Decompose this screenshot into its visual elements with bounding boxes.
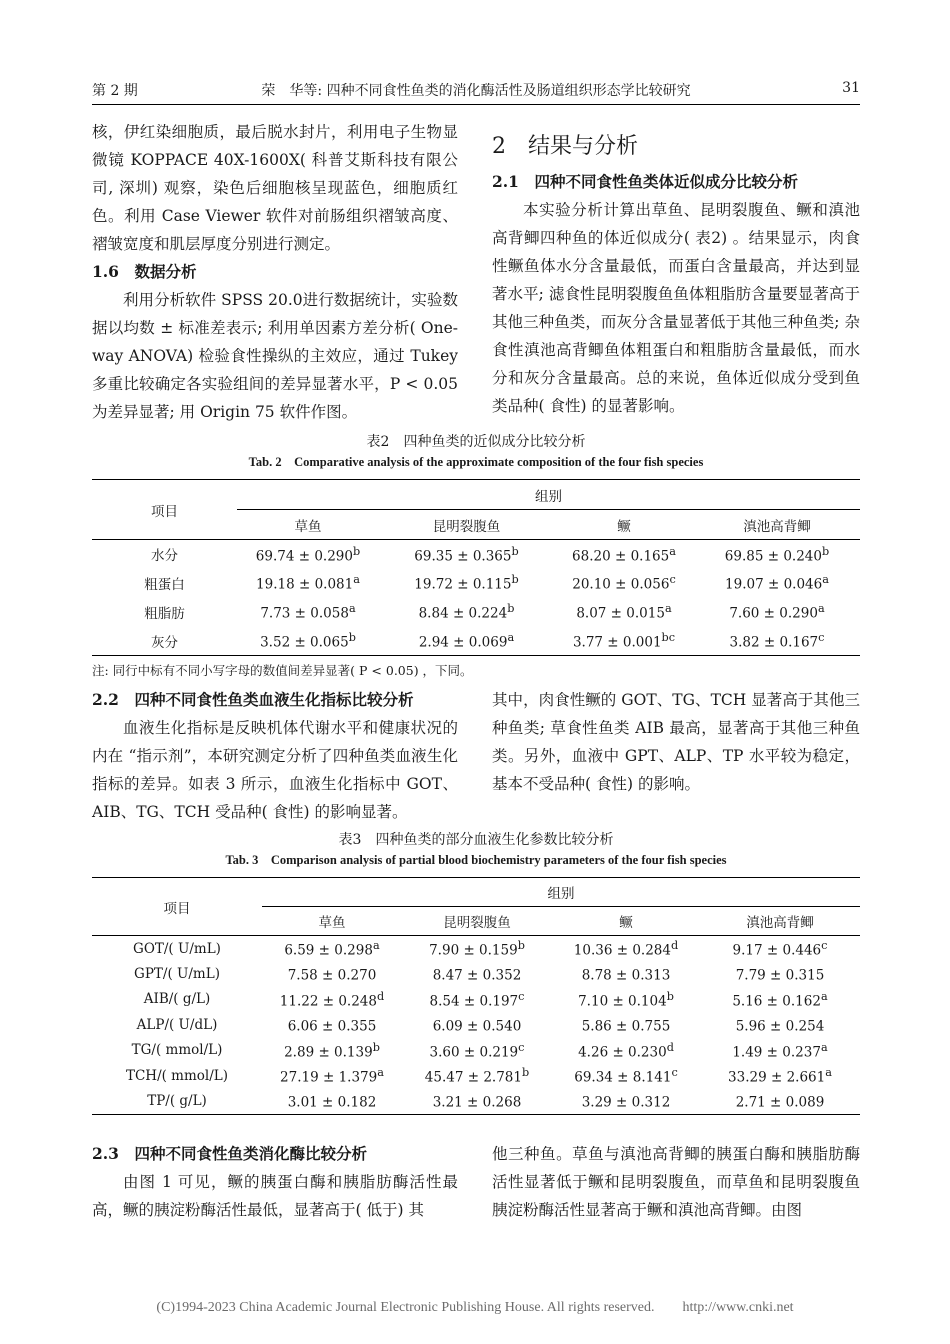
row-label: 灰分 (92, 627, 237, 656)
table-cell: 20.10 ± 0.056$^c$ (572, 573, 676, 593)
table3-caption-zh: 表3 四种鱼类的部分血液生化参数比较分析 (338, 832, 614, 848)
paragraph: 其中，肉食性鳜的 GOT、TG、TCH 显著高于其他三种鱼类; 草食性鱼类 AIB 最高，显著高于其他三种鱼类。另外，血液中 GPT、ALP、TP 水平较为稳定，基本不受品种( 食性) 的影响。 (492, 691, 860, 793)
paragraph: 血液生化指标是反映机体代谢水平和健康状况的内在 “指示剂”，本研究测定分析了四种鱼类血液生化指标的差异。如表 3 所示，血液生化指标中 GOT、AIB、TG、TCH 受品种( 食性) 的影响显著。 (92, 719, 458, 821)
table3-col-header: 草鱼 (262, 907, 402, 936)
table3-col-header: 昆明裂腹鱼 (402, 907, 552, 936)
table-cell: 4.26 ± 0.230$^d$ (578, 1040, 674, 1060)
paragraph: 由图 1 可见，鳜的胰蛋白酶和胰脂肪酶活性最高，鳜的胰淀粉酶活性最低，显著高于( 低于) 其 (92, 1173, 458, 1219)
table2-item-header: 项目 (92, 480, 237, 540)
table-cell: 11.22 ± 0.248$^d$ (279, 989, 385, 1009)
table-row (92, 627, 860, 656)
table-row (92, 936, 860, 962)
paragraph: 核，伊红染细胞质，最后脱水封片，利用电子生物显微镜 KOPPACE 40X-1600X( 科普艾斯科技有限公司, 深圳) 观察，染色后细胞核呈现蓝色，细胞质红色。利用 Case Viewer 软件对前肠组织褶皱高度、褶皱宽度和肌层厚度分别进行测定。 (92, 123, 458, 253)
table2-col-header: 鳜 (554, 510, 694, 540)
row-label: 粗脂肪 (144, 606, 185, 622)
table-cell: 8.78 ± 0.313 (581, 967, 671, 984)
row-label: GOT/( U/mL) (133, 940, 221, 957)
row-label: TCH/( mmol/L) (125, 1067, 229, 1084)
row-label: ALP/( U/dL) (136, 1016, 218, 1033)
table-cell: 7.58 ± 0.270 (287, 967, 377, 984)
table2 (92, 479, 860, 656)
table2-col-header: 昆明裂腹鱼 (379, 510, 554, 540)
left-column-bottom (92, 1140, 458, 1224)
table-cell: 6.59 ± 0.298$^a$ (284, 938, 380, 959)
row-label: 水分 (151, 548, 178, 565)
table-cell: 8.47 ± 0.352 (432, 967, 522, 984)
table-cell: 5.16 ± 0.162$^a$ (732, 989, 828, 1009)
table-cell: 33.29 ± 2.661$^a$ (728, 1066, 832, 1086)
row-label: AIB/( g/L) (143, 991, 211, 1008)
table-cell: 7.73 ± 0.058$^a$ (260, 602, 356, 622)
table3-caption-en: Tab. 3 Comparison analysis of partial blood biochemistry parameters of the four fish species (225, 853, 727, 867)
table-cell: 3.82 ± 0.167$^c$ (694, 627, 860, 656)
section-heading-2: 2 结果与分析 (492, 134, 638, 159)
table-row (92, 1038, 860, 1064)
table-cell: 19.18 ± 0.081$^a$ (256, 573, 360, 593)
table-row (92, 540, 860, 569)
table-cell: 8.07 ± 0.015$^a$ (576, 602, 672, 622)
table-cell: 7.90 ± 0.159$^b$ (429, 938, 525, 959)
header-rule (92, 104, 860, 105)
table2-caption-zh: 表2 四种鱼类的近似成分比较分析 (366, 434, 586, 450)
table-cell: 3.21 ± 0.268 (402, 1089, 552, 1115)
table-cell: 69.35 ± 0.365$^b$ (414, 544, 519, 564)
table-cell: 9.17 ± 0.446$^c$ (732, 938, 828, 959)
section-heading-1-6: 1.6 数据分析 (92, 262, 197, 281)
table3-caption (92, 830, 860, 870)
table-cell: 2.94 ± 0.069$^a$ (379, 627, 554, 656)
table3-col-header: 滇池高背鲫 (700, 907, 860, 936)
table-cell: 2.71 ± 0.089 (700, 1089, 860, 1115)
table-cell: 7.10 ± 0.104$^b$ (578, 989, 674, 1009)
table3-group-header: 组别 (262, 878, 860, 907)
table-cell: 8.84 ± 0.224$^b$ (418, 602, 515, 622)
table-cell: 68.20 ± 0.165$^a$ (572, 544, 676, 564)
table-cell: 69.34 ± 8.141$^c$ (574, 1066, 678, 1086)
table2-col-header: 草鱼 (237, 510, 379, 540)
row-label: TG/( mmol/L) (131, 1042, 223, 1059)
table-cell: 69.74 ± 0.290$^b$ (255, 544, 361, 564)
table-cell: 6.09 ± 0.540 (432, 1018, 522, 1035)
table-cell: 6.06 ± 0.355 (287, 1018, 377, 1035)
table-cell: 5.86 ± 0.755 (581, 1018, 671, 1035)
row-label: 粗蛋白 (144, 577, 185, 593)
table-cell: 5.96 ± 0.254 (735, 1018, 825, 1035)
row-label: GPT/( U/mL) (134, 965, 220, 982)
table-row (92, 987, 860, 1013)
table-cell: 2.89 ± 0.139$^b$ (284, 1040, 380, 1060)
table2-caption (92, 432, 860, 472)
table-cell: 69.85 ± 0.240$^b$ (724, 544, 830, 564)
table-cell: 7.60 ± 0.290$^a$ (729, 602, 825, 622)
issue-number: 第 2 期 (92, 83, 138, 99)
section-heading-2-2: 2.2 四种不同食性鱼类血液生化指标比较分析 (92, 690, 414, 709)
section-heading-2-3: 2.3 四种不同食性鱼类消化酶比较分析 (92, 1144, 367, 1163)
paragraph: 本实验分析计算出草鱼、昆明裂腹鱼、鳜和滇池高背鲫四种鱼的体近似成分( 表2) 。结果显示，肉食性鳜鱼体水分含量最低，而蛋白含量最高，并达到显著水平; 滤食性昆明裂腹鱼鱼体粗脂肪含量要显著高于其他三种鱼类，而灰分含量显著低于其他三种鱼类; 杂食性滇池高背鲫鱼体粗蛋白和粗脂肪含量最低，而水分和灰分含量最高。总的来说，鱼体近似成分受到鱼类品种( 食性) 的显著影响。 (492, 201, 860, 415)
table3 (92, 877, 860, 1115)
table-cell: 3.77 ± 0.001$^{bc}$ (554, 627, 694, 656)
table2-group-header: 组别 (237, 480, 860, 510)
table-row (92, 598, 860, 627)
table-cell: 10.36 ± 0.284$^d$ (573, 938, 679, 959)
left-column-mid (92, 686, 458, 826)
table-cell: 3.60 ± 0.219$^c$ (429, 1040, 525, 1060)
running-title: 荣 华等: 四种不同食性鱼类的消化酶活性及肠道组织形态学比较研究 (261, 83, 691, 99)
copyright-footer: (C)1994-2023 China Academic Journal Electronic Publishing House. All rights reserved. http://www.cnki.net (156, 1300, 794, 1315)
table-cell: 27.19 ± 1.379$^a$ (280, 1066, 384, 1086)
table-cell: 3.52 ± 0.065$^b$ (237, 627, 379, 656)
paragraph: 利用分析软件 SPSS 20.0进行数据统计，实验数据以均数 ± 标准差表示; 利用单因素方差分析( One-way ANOVA) 检验食性操纵的主效应，通过 Tukey 多重比较确定各实验组间的差异显著水平，P < 0.05 为差异显著; 用 Origin 75 软件作图。 (92, 291, 458, 421)
right-column-bottom (492, 1140, 860, 1224)
running-header (92, 80, 860, 100)
table-cell: 1.49 ± 0.237$^a$ (732, 1040, 828, 1060)
page-number: 31 (842, 80, 860, 96)
table-cell: 8.54 ± 0.197$^c$ (429, 989, 525, 1009)
table-row (92, 569, 860, 598)
paragraph: 他三种鱼。草鱼与滇池高背鲫的胰蛋白酶和胰脂肪酶活性显著低于鳜和昆明裂腹鱼，而草鱼和昆明裂腹鱼胰淀粉酶活性显著高于鳜和滇池高背鲫。由图 (492, 1145, 860, 1219)
table-cell: 19.72 ± 0.115$^b$ (414, 573, 519, 593)
table2-caption-en: Tab. 2 Comparative analysis of the approximate composition of the four fish species (248, 455, 704, 469)
table-cell: 3.29 ± 0.312 (552, 1089, 700, 1115)
section-heading-2-1: 2.1 四种不同食性鱼类体近似成分比较分析 (492, 172, 798, 191)
right-column-top (492, 130, 860, 420)
table-row (92, 1063, 860, 1089)
right-column-mid (492, 686, 860, 798)
table-cell: 45.47 ± 2.781$^b$ (424, 1066, 530, 1086)
table2-note: 注: 同行中标有不同小写字母的数值间差异显著( P < 0.05) ，下同。 (92, 663, 473, 678)
table-cell: 7.79 ± 0.315 (735, 967, 825, 984)
table-row (92, 961, 860, 987)
table-row (92, 1012, 860, 1038)
left-column-top (92, 118, 458, 426)
row-label: TP/( g/L) (92, 1089, 262, 1115)
table-row (92, 1089, 860, 1115)
table-cell: 19.07 ± 0.046$^a$ (725, 573, 829, 593)
table3-item-header: 项目 (92, 878, 262, 936)
table-cell: 3.01 ± 0.182 (262, 1089, 402, 1115)
table3-col-header: 鳜 (552, 907, 700, 936)
table2-col-header: 滇池高背鲫 (694, 510, 860, 540)
